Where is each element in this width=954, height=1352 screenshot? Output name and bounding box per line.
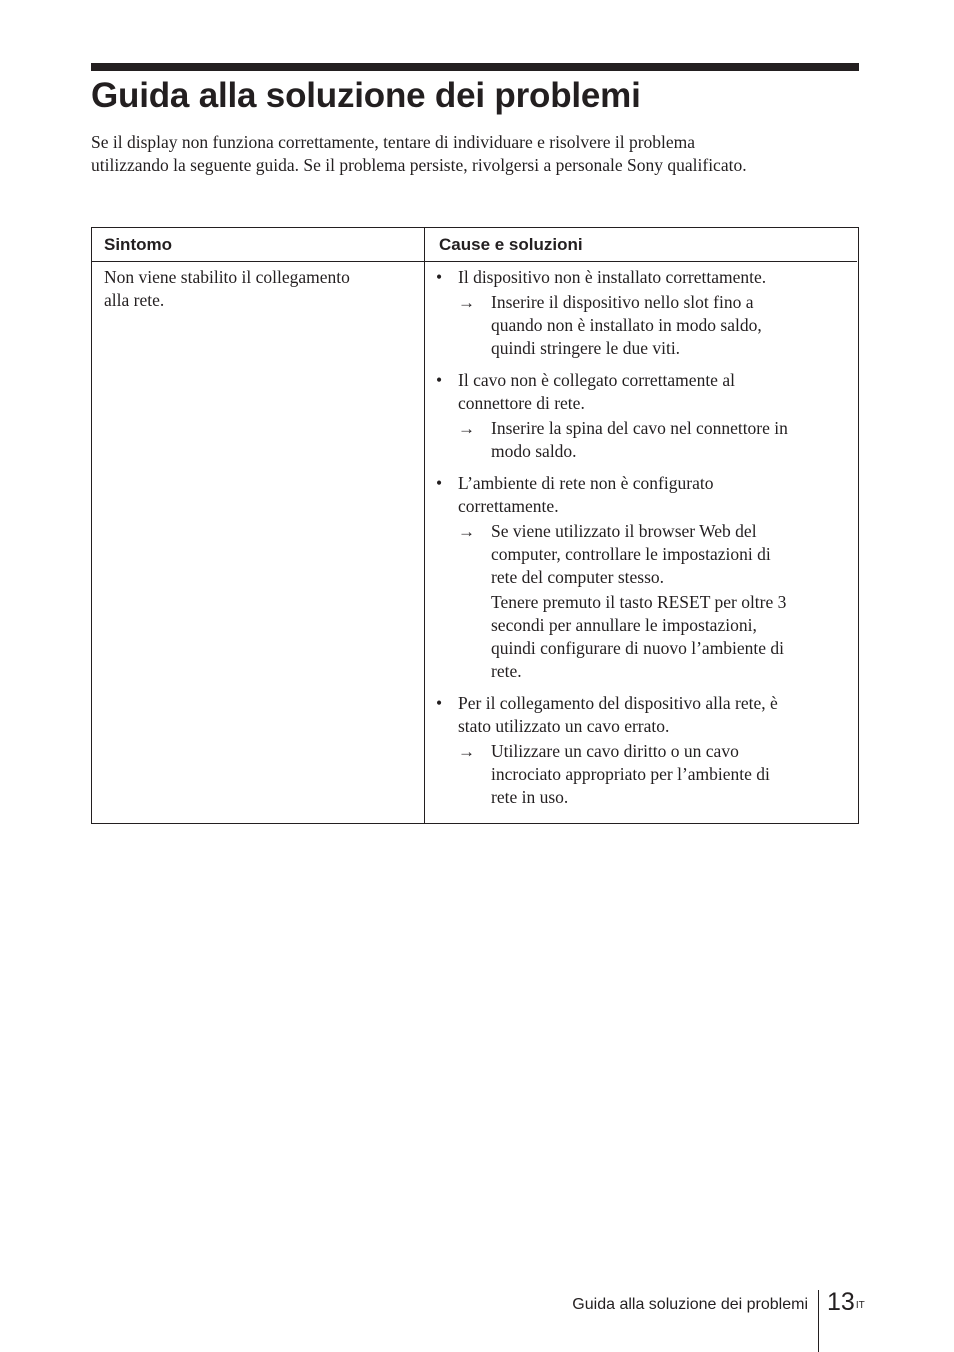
bullet-icon: • xyxy=(436,267,443,287)
solution-text: quindi configurare di nuovo l’ambiente di xyxy=(491,638,785,658)
solution xyxy=(458,417,856,463)
arrow-right-icon: → xyxy=(458,522,475,541)
cause-item xyxy=(436,472,856,683)
bullet-icon: • xyxy=(436,370,443,390)
page-number-value: 13 xyxy=(827,1288,855,1316)
column-divider xyxy=(424,228,425,823)
cause-item xyxy=(436,692,856,809)
cause-text: Per il collegamento del dispositivo alla rete, è xyxy=(458,693,778,713)
solution-text: Se viene utilizzato il browser Web del xyxy=(491,521,757,541)
footer-divider xyxy=(818,1290,819,1352)
troubleshooting-table xyxy=(91,227,859,824)
solution-text: rete del computer stesso. xyxy=(491,567,665,587)
cause-text: connettore di rete. xyxy=(458,393,585,413)
solution-text: Inserire la spina del cavo nel connettore in xyxy=(491,418,788,438)
solution-text: Utilizzare un cavo diritto o un cavo xyxy=(491,741,739,761)
solution-text: quindi stringere le due viti. xyxy=(491,338,681,358)
solution-text: modo saldo. xyxy=(491,441,577,461)
footer-section-title: Guida alla soluzione dei problemi xyxy=(572,1296,808,1313)
cause-text: correttamente. xyxy=(458,496,559,516)
solution-text: incrociato appropriato per l’ambiente di xyxy=(491,764,770,784)
arrow-right-icon: → xyxy=(458,419,475,438)
solution-text: rete. xyxy=(491,661,522,681)
solution-text: computer, controllare le impostazioni di xyxy=(491,544,771,564)
header-symptom: Sintomo xyxy=(104,235,172,254)
solution-text: rete in uso. xyxy=(491,787,569,807)
title-rule xyxy=(91,63,859,71)
language-code: IT xyxy=(855,1300,865,1311)
arrow-right-icon: → xyxy=(458,742,475,761)
symptom-cell xyxy=(104,266,414,312)
page-number xyxy=(827,1286,865,1318)
bullet-icon: • xyxy=(436,693,443,713)
symptom-line: Non viene stabilito il collegamento xyxy=(104,267,350,287)
cause-text: Il dispositivo non è installato correttamente. xyxy=(458,267,767,287)
cause-text: L’ambiente di rete non è configurato xyxy=(458,473,714,493)
symptom-line: alla rete. xyxy=(104,290,165,310)
solution-text: Tenere premuto il tasto RESET per oltre 3 xyxy=(491,592,787,612)
cause-item xyxy=(436,369,856,463)
solution-extra xyxy=(491,591,856,683)
solution-text: secondi per annullare le impostazioni, xyxy=(491,615,757,635)
header-divider xyxy=(92,261,857,262)
solution xyxy=(458,740,856,809)
intro-paragraph xyxy=(91,131,871,177)
intro-line: Se il display non funziona correttamente, tentare di individuare e risolvere il problema xyxy=(91,132,696,152)
bullet-icon: • xyxy=(436,473,443,493)
causes-cell xyxy=(436,266,856,818)
intro-line: utilizzando la seguente guida. Se il problema persiste, rivolgersi a personale Sony qualificato. xyxy=(91,155,747,175)
solution xyxy=(458,520,856,683)
cause-item xyxy=(436,266,856,360)
cause-text: stato utilizzato un cavo errato. xyxy=(458,716,670,736)
cause-text: Il cavo non è collegato correttamente al xyxy=(458,370,735,390)
solution-text: quando non è installato in modo saldo, xyxy=(491,315,762,335)
solution-text: Inserire il dispositivo nello slot fino a xyxy=(491,292,754,312)
header-causes: Cause e soluzioni xyxy=(439,235,583,254)
page-title: Guida alla soluzione dei problemi xyxy=(91,76,641,115)
arrow-right-icon: → xyxy=(458,293,475,312)
solution xyxy=(458,291,856,360)
